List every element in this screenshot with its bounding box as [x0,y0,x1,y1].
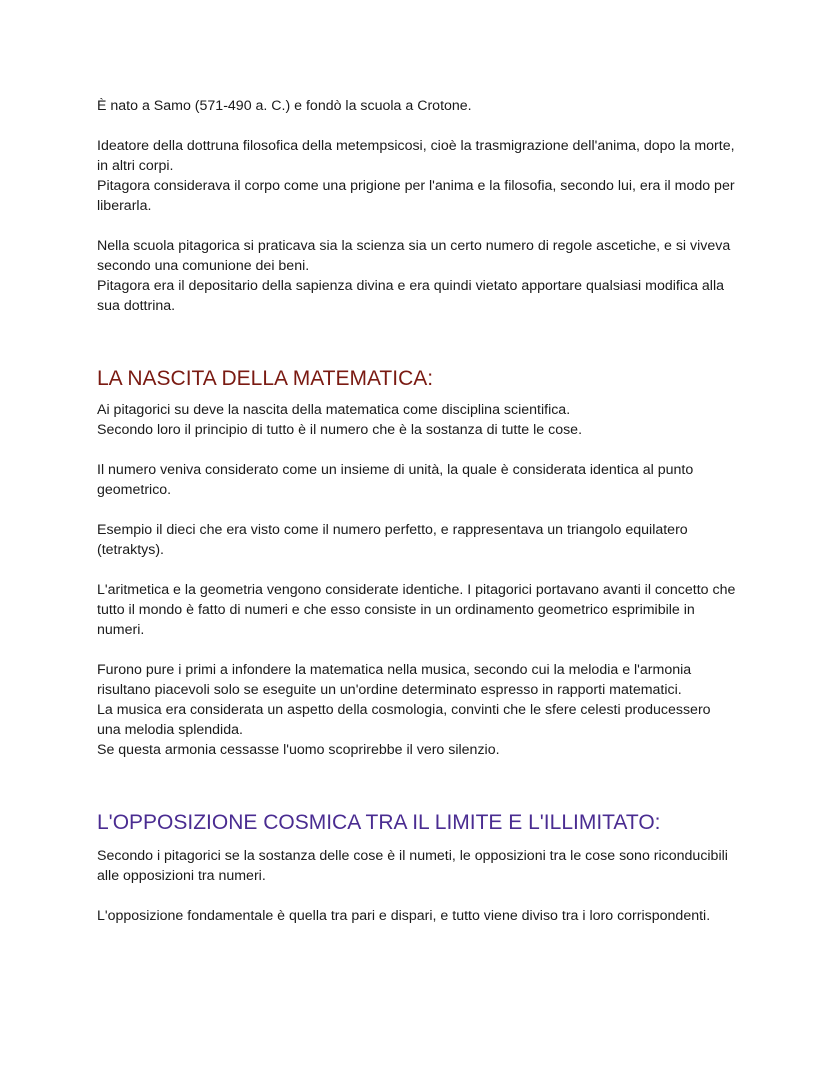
matematica-paragraph-3: Il numero veniva considerato come un insieme di unità, la quale è considerata identica al punto geometrico. [97,462,694,498]
intro-paragraph-doctrine: Pitagora era il depositario della sapienza divina e era quindi vietato apportare qualsiasi modifica alla sua dottrina. [97,278,724,314]
spacer [97,216,737,236]
intro-paragraph-origin: È nato a Samo (571-490 a. C.) e fondò la scuola a Crotone. [97,98,472,114]
intro-paragraph-school: Nella scuola pitagorica si praticava sia la scienza sia un certo numero di regole ascetiche, e si viveva secondo una comunione dei beni. [97,238,731,274]
spacer [97,560,737,580]
document-page [97,96,737,926]
spacer [97,500,737,520]
heading-nascita-matematica: LA NASCITA DELLA MATEMATICA: [97,367,434,390]
spacer [97,440,737,460]
matematica-paragraph-1: Ai pitagorici su deve la nascita della matematica come disciplina scientifica. [97,402,571,418]
heading-opposizione-cosmica: L'OPPOSIZIONE COSMICA TRA IL LIMITE E L'ILLIMITATO: [97,811,661,834]
intro-paragraph-body-prison: Pitagora considerava il corpo come una prigione per l'anima e la filosofia, secondo lui, era il modo per liberarla. [97,178,735,214]
matematica-paragraph-4: Esempio il dieci che era visto come il numero perfetto, e rappresentava un triangolo equilatero (tetraktys). [97,522,688,558]
intro-paragraph-metempsicosi: Ideatore della dottruna filosofica della metempsicosi, cioè la trasmigrazione dell'anima, dopo la morte, in altri corpi. [97,138,735,174]
opposizione-paragraph-1: Secondo i pitagorici se la sostanza delle cose è il numeti, le opposizioni tra le cose sono riconducibili alle opposizioni tra numeri. [97,848,728,884]
matematica-paragraph-6: Furono pure i primi a infondere la matematica nella musica, secondo cui la melodia e l'armonia risultano piacevoli solo se eseguite un un'ordine determinato espresso in rapporti matematici. [97,662,692,698]
spacer [97,116,737,136]
matematica-paragraph-5: L'aritmetica e la geometria vengono considerate identiche. I pitagorici portavano avanti il concetto che tutto il mondo è fatto di numeri e che esso consiste in un ordinamento geometrico esprimibile in numeri. [97,582,736,638]
matematica-paragraph-7: La musica era considerata un aspetto della cosmologia, convinti che le sfere celesti producessero una melodia splendida. [97,702,711,738]
matematica-paragraph-8: Se questa armonia cessasse l'uomo scoprirebbe il vero silenzio. [97,742,500,758]
opposizione-paragraph-2: L'opposizione fondamentale è quella tra pari e dispari, e tutto viene diviso tra i loro corrispondenti. [97,908,711,924]
spacer [97,640,737,660]
spacer [97,886,737,906]
matematica-paragraph-2: Secondo loro il principio di tutto è il numero che è la sostanza di tutte le cose. [97,422,583,438]
